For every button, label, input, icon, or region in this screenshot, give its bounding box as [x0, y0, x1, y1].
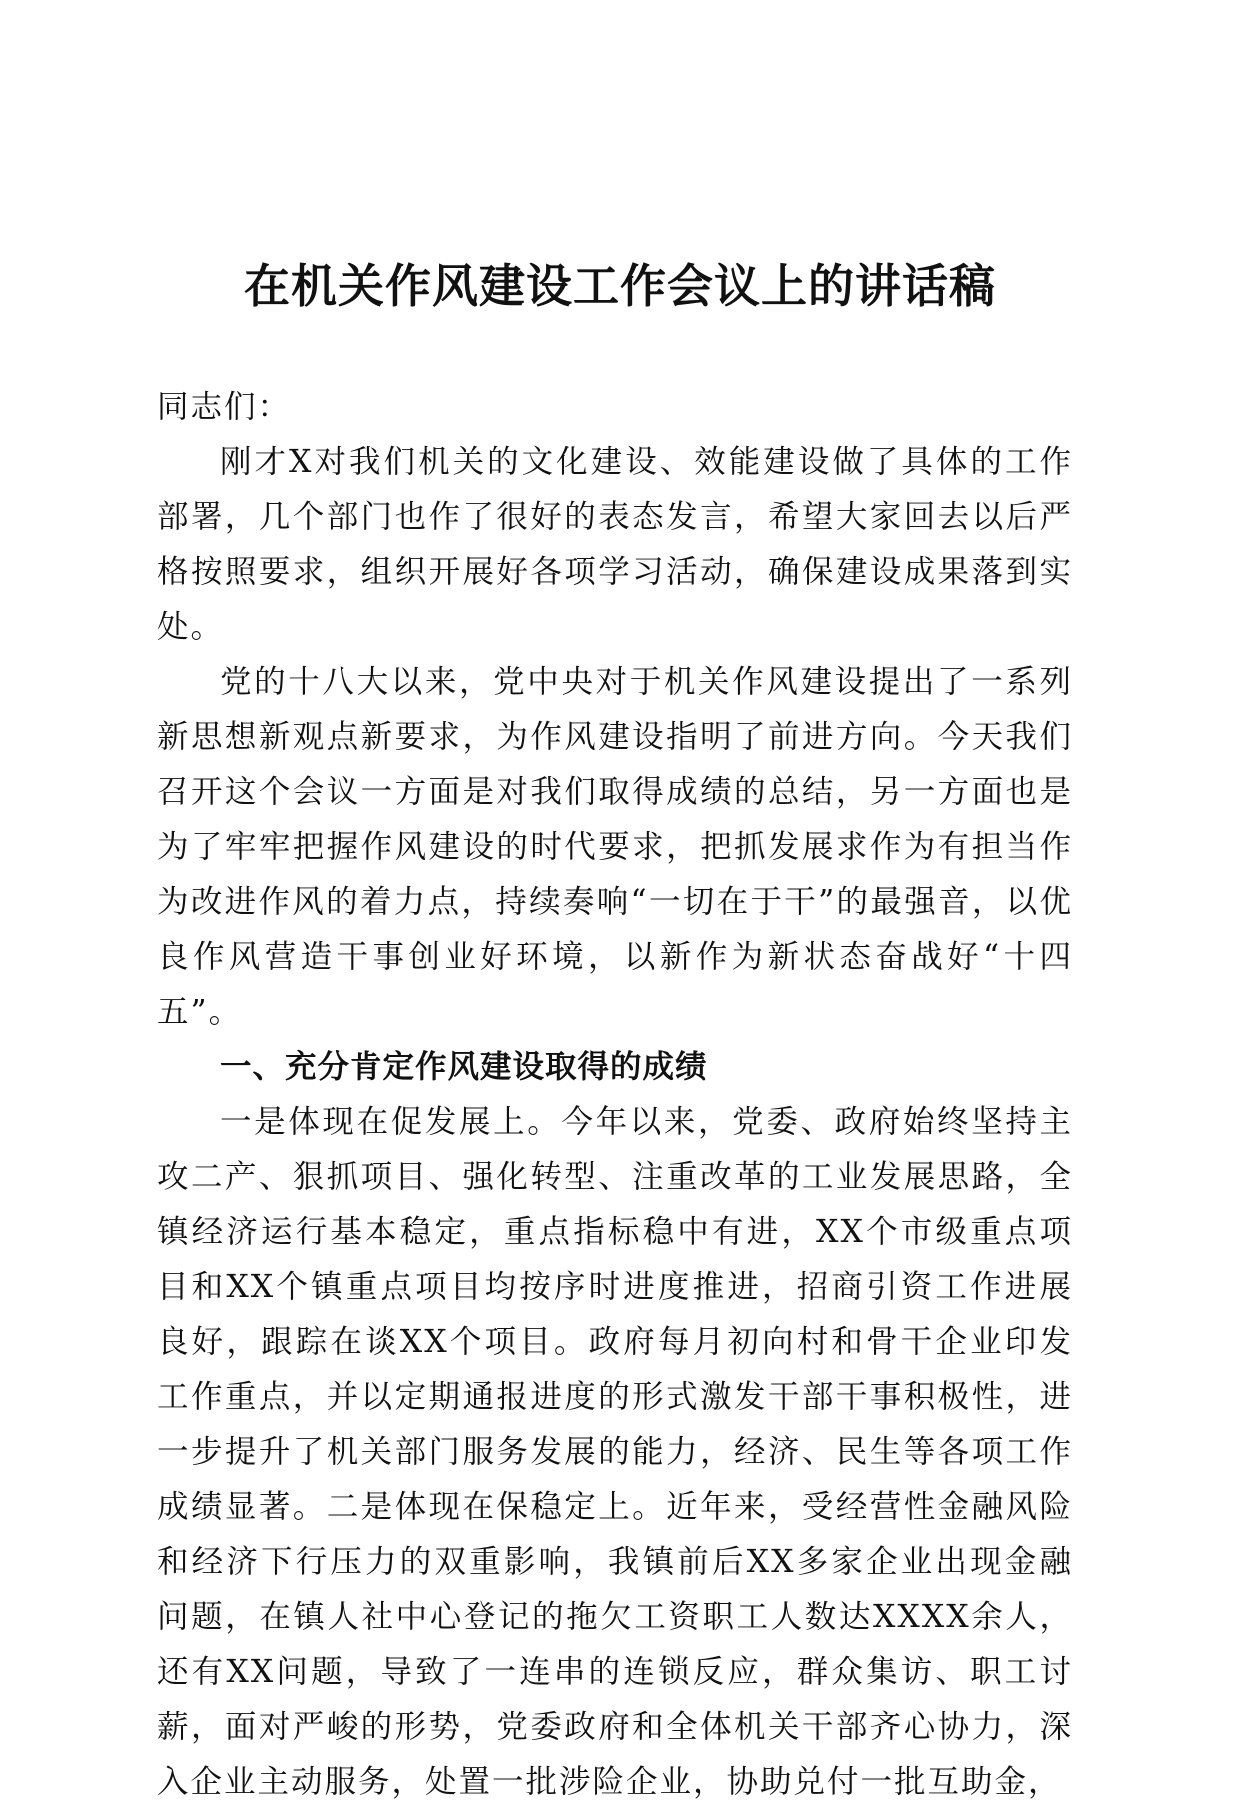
- salutation: 同志们：: [157, 389, 292, 425]
- paragraph-background: 党的十八大以来，党中央对于机关作风建设提出了一系列新思想新观点新要求，为作风建设指明了前进方向。今天我们召开这个会议一方面是对我们取得成绩的总结，另一方面也是为了牢牢把握作风建设的时代要求，把抓发展求作为有担当作为改进作风的着力点，持续奏响“一切在于干”的最强音，以优良作风营造干事创业好环境，以新作为新状态奋战好“十四五”。: [157, 664, 1073, 1030]
- paragraph-achievements: 一是体现在促发展上。今年以来，党委、政府始终坚持主攻二产、狠抓项目、强化转型、注重改革的工业发展思路，全镇经济运行基本稳定，重点指标稳中有进，XX个市级重点项目和XX个镇重点项目均按序时进度推进，招商引资工作进展良好，跟踪在谈XX个项目。政府每月初向村和骨干企业印发工作重点，并以定期通报进度的形式激发干部干事积极性，进一步提升了机关部门服务发展的能力，经济、民生等各项工作成绩显著。二是体现在保稳定上。近年来，受经营性金融风险和经济下行压力的双重影响，我镇前后XX多家企业出现金融问题，在镇人社中心登记的拖欠工资职工人数达XXXX余人，还有XX问题，导致了一连串的连锁反应，群众集访、职工讨薪，面对严峻的形势，党委政府和全体机关干部齐心协力，深入企业主动服务，处置一批涉险企业，协助兑付一批互助金，: [157, 1104, 1073, 1800]
- paragraph-intro: 刚才X对我们机关的文化建设、效能建设做了具体的工作部署，几个部门也作了很好的表态发言，希望大家回去以后严格按照要求，组织开展好各项学习活动，确保建设成果落到实处。: [157, 444, 1073, 645]
- document-title: 在机关作风建设工作会议上的讲话稿: [244, 259, 996, 313]
- document-body: [157, 380, 1073, 1810]
- section-heading: 一、充分肯定作风建设取得的成绩: [220, 1049, 708, 1085]
